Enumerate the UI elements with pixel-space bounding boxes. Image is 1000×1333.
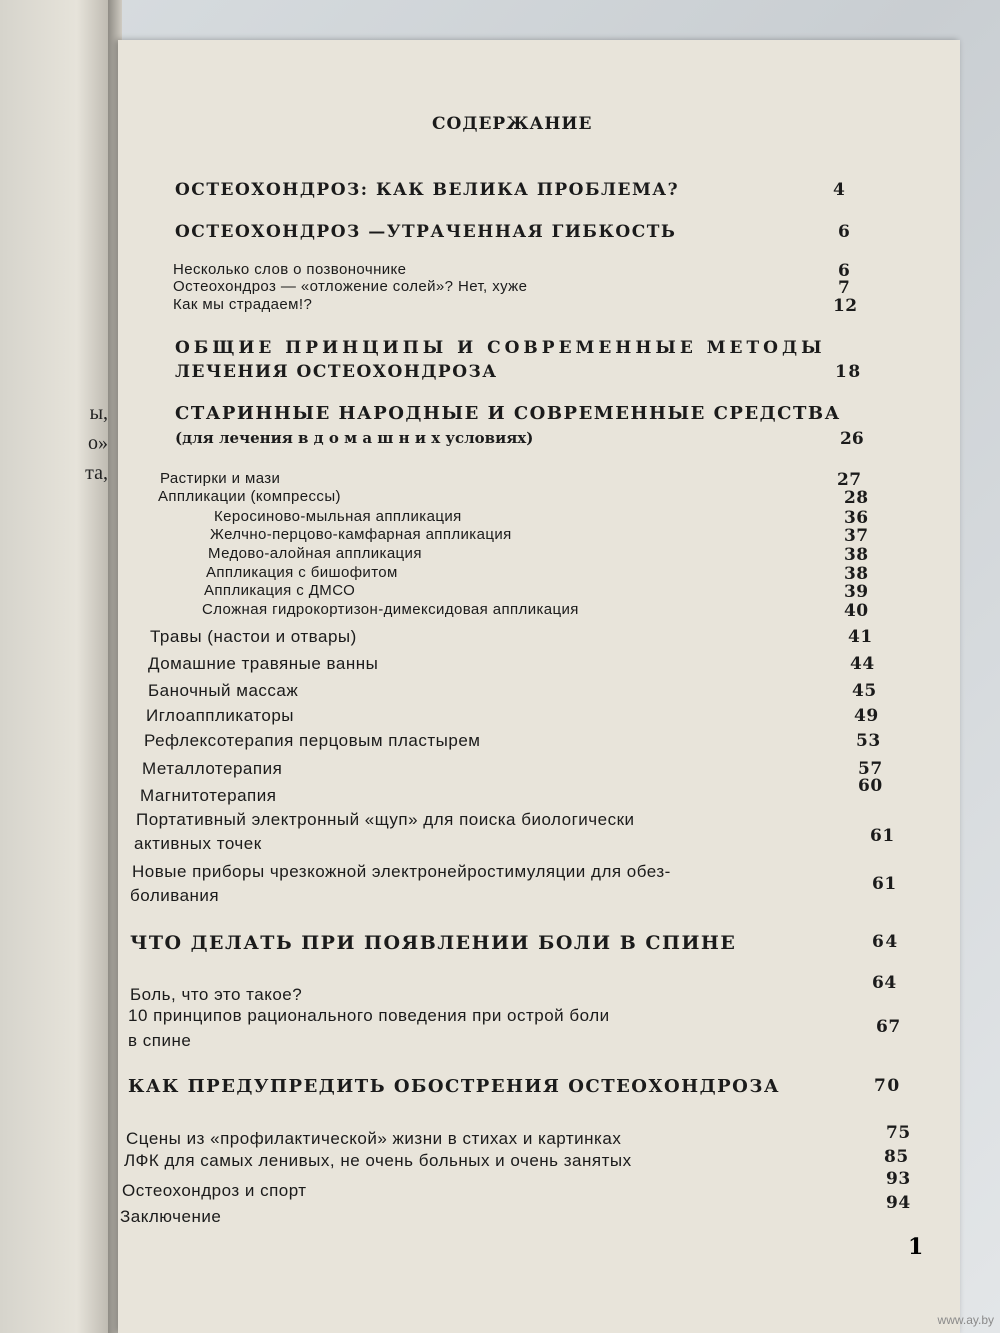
- left-page-fragment: ы,: [89, 402, 108, 424]
- left-page: [0, 0, 110, 1333]
- left-page-fragment: о»: [88, 432, 108, 454]
- contents-heading: СОДЕРЖАНИЕ: [432, 114, 593, 134]
- page-number: 1: [908, 1234, 924, 1260]
- watermark: www.ay.by: [937, 1313, 994, 1327]
- left-page-fragment: та,: [85, 462, 108, 484]
